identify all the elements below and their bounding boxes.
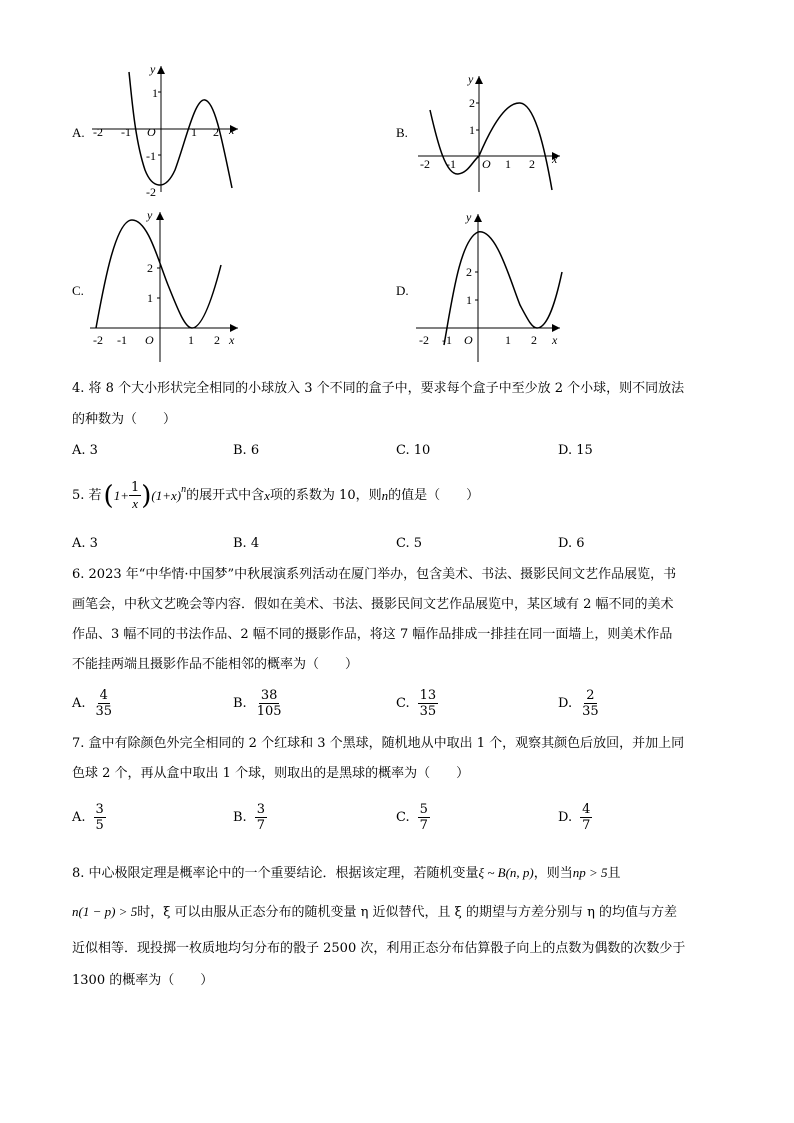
graph-a-tick-y3: -2	[146, 185, 156, 199]
q6-option-c[interactable]	[396, 688, 438, 719]
q6-option-d-den: 35	[582, 704, 599, 719]
q8-line1	[72, 864, 621, 883]
q8-line2a: n(1 − p) > 5	[72, 904, 138, 919]
graph-b-y-label: y	[468, 72, 474, 86]
q7-line2: 色球 2 个，再从盒中取出 1 个球，则取出的是黑球的概率为（ ）	[72, 766, 470, 781]
q6-option-a-num: 4	[99, 688, 108, 703]
graph-a-tick-y2: -1	[146, 149, 156, 163]
q5-paren-right: )	[141, 480, 152, 511]
graph-a-tick-x2: -1	[121, 125, 131, 139]
q8-line3: 近似相等．现投掷一枚质地均匀分布的骰子 2500 次，利用正态分布估算骰子向上的点数为偶数的次数少于	[72, 941, 686, 956]
q5-suffix3: 的值是（ ）	[388, 487, 480, 503]
q6-line4: 不能挂两端且摄影作品不能相邻的概率为（ ）	[72, 657, 359, 672]
q7-option-a[interactable]	[72, 802, 106, 833]
q5-fraction	[129, 480, 141, 511]
graph-c-x-label: x	[229, 333, 235, 347]
q7-option-a-num: 3	[95, 802, 104, 817]
q5-option-c[interactable]: C. 5	[396, 536, 423, 551]
graph-c-tick-x1: -2	[93, 333, 103, 347]
graph-b-tick-x1: -2	[420, 157, 430, 171]
q6-option-a-label: A.	[72, 695, 86, 711]
q7-option-d[interactable]	[558, 802, 592, 833]
q4-option-d[interactable]: D. 15	[558, 443, 593, 458]
q5-option-a[interactable]: A. 3	[72, 536, 98, 551]
graph-b-tick-x3: 1	[505, 157, 511, 171]
q7-option-c[interactable]	[396, 802, 430, 833]
q4-option-c[interactable]: C. 10	[396, 443, 431, 458]
q8-line1a: 8. 中心极限定理是概率论中的一个重要结论．根据该定理，若随机变量	[72, 866, 479, 881]
graph-options	[0, 0, 794, 370]
q5-frac-den: x	[132, 496, 139, 511]
q7-option-d-label: D.	[558, 809, 573, 825]
graph-b-tick-y1: 2	[469, 96, 475, 110]
graph-c-origin: O	[145, 333, 154, 347]
graph-a	[72, 62, 238, 199]
graph-d-tick-x2: -1	[442, 333, 452, 347]
q6-line2: 画笔会，中秋文艺晚会等内容．假如在美术、书法、摄影民间文艺作品展览中，某区域有 2 幅不同的美术	[72, 597, 674, 612]
graph-c-label: C.	[72, 283, 84, 298]
graph-c-tick-y2: 1	[147, 291, 153, 305]
q7-option-c-den: 7	[419, 818, 428, 833]
graph-c	[72, 208, 238, 362]
q5-paren-left: (	[103, 480, 114, 511]
graph-c-tick-x3: 1	[188, 333, 194, 347]
q6-option-a[interactable]	[72, 688, 114, 719]
q5-option-b[interactable]: B. 4	[233, 536, 260, 551]
q5-suffix1: 的展开式中含	[186, 487, 265, 503]
graph-b	[396, 72, 560, 192]
q5-var-n: n	[381, 487, 389, 503]
q7-option-d-den: 7	[582, 818, 591, 833]
q6-option-d-label: D.	[558, 695, 573, 711]
q5-var-x: x	[264, 487, 270, 503]
q5-exp: n	[181, 483, 187, 495]
graph-b-origin: O	[482, 157, 491, 171]
q5-option-d[interactable]: D. 6	[558, 536, 585, 551]
q7-option-a-den: 5	[95, 818, 104, 833]
q6-option-d[interactable]	[558, 688, 601, 719]
q7-option-a-label: A.	[72, 809, 86, 825]
q4-option-b[interactable]: B. 6	[233, 443, 260, 458]
q4-option-a[interactable]: A. 3	[72, 443, 98, 458]
q6-line1: 6. 2023 年“中华情·中国梦”中秋展演系列活动在厦门举办，包含美术、书法、摄影民间文艺作品展览，书	[72, 567, 677, 582]
graph-a-tick-x1: -2	[93, 125, 103, 139]
q4-line2: 的种数为（ ）	[72, 412, 177, 427]
q7-option-b[interactable]	[233, 802, 267, 833]
q5-stem	[72, 480, 479, 511]
q6-option-c-den: 35	[419, 704, 437, 719]
graph-c-y-label: y	[147, 208, 153, 222]
graph-d	[396, 210, 562, 362]
graph-b-label: B.	[396, 125, 408, 140]
q5-suffix2: 项的系数为 10，则	[269, 487, 382, 503]
q6-option-c-num: 13	[419, 688, 437, 703]
graph-b-tick-x4: 2	[529, 157, 535, 171]
q5-mid: (1+x)	[151, 487, 182, 503]
graph-d-tick-y1: 2	[466, 265, 472, 279]
graph-a-origin: O	[147, 125, 156, 139]
q5-frac-num: 1	[130, 480, 140, 495]
q5-prefix: 5. 若	[72, 487, 102, 503]
graph-a-tick-x4: 2	[213, 125, 219, 139]
q8-line1c: ，则当	[533, 866, 573, 881]
q7-option-b-num: 3	[256, 802, 265, 817]
q8-line4: 1300 的概率为（ ）	[72, 973, 214, 988]
graph-c-tick-x2: -1	[117, 333, 127, 347]
graph-d-tick-x1: -2	[419, 333, 429, 347]
q7-option-b-den: 7	[256, 818, 265, 833]
q6-option-a-den: 35	[95, 704, 113, 719]
q7-option-c-num: 5	[419, 802, 428, 817]
q7-option-d-num: 4	[582, 802, 591, 817]
q6-option-b-num: 38	[260, 688, 278, 703]
graph-d-origin: O	[464, 333, 473, 347]
q8-line1b: ξ ~ B(n, p)	[478, 865, 534, 880]
q6-option-b-label: B.	[233, 695, 247, 711]
q6-option-b[interactable]	[233, 688, 284, 719]
q6-option-c-label: C.	[396, 695, 410, 711]
graph-d-tick-y2: 1	[466, 293, 472, 307]
graph-d-tick-x3: 1	[505, 333, 511, 347]
q7-option-b-label: B.	[233, 809, 247, 825]
graph-a-tick-x3: 1	[191, 125, 197, 139]
graph-d-tick-x4: 2	[531, 333, 537, 347]
q8-line1d: np > 5	[572, 865, 608, 880]
q8-line2b: 时，ξ 可以由服从正态分布的随机变量 η 近似替代，且 ξ 的期望与方差分别与 η 的均值与方差	[137, 905, 678, 920]
q8-line2	[72, 903, 677, 922]
graph-a-label: A.	[72, 125, 85, 140]
graph-a-y-label: y	[150, 62, 156, 76]
graph-a-tick-y1: 1	[152, 86, 158, 100]
q4-line1: 4. 将 8 个大小形状完全相同的小球放入 3 个不同的盒子中，要求每个盒子中至少放 2 个小球，则不同放法	[72, 381, 685, 396]
q7-option-c-label: C.	[396, 809, 410, 825]
graph-b-tick-y2: 1	[469, 123, 475, 137]
q5-one: 1+	[113, 487, 129, 503]
graph-b-tick-x2: -1	[446, 157, 456, 171]
graph-a-x-label: x	[229, 123, 235, 137]
q6-option-d-num: 2	[586, 688, 595, 703]
q6-line3: 作品、3 幅不同的书法作品、2 幅不同的摄影作品，将这 7 幅作品排成一排挂在同一面墙上，则美术作品	[72, 627, 673, 642]
graph-d-x-label: x	[552, 333, 558, 347]
q8-line1e: 且	[607, 866, 621, 881]
graph-d-label: D.	[396, 283, 409, 298]
q7-line1: 7. 盒中有除颜色外完全相同的 2 个红球和 3 个黑球，随机地从中取出 1 个，观察其颜色后放回，并加上同	[72, 736, 685, 751]
graph-d-y-label: y	[466, 210, 472, 224]
graph-b-x-label: x	[552, 152, 558, 166]
q6-option-b-den: 105	[256, 704, 282, 719]
graph-c-tick-x4: 2	[214, 333, 220, 347]
graph-c-tick-y1: 2	[147, 261, 153, 275]
